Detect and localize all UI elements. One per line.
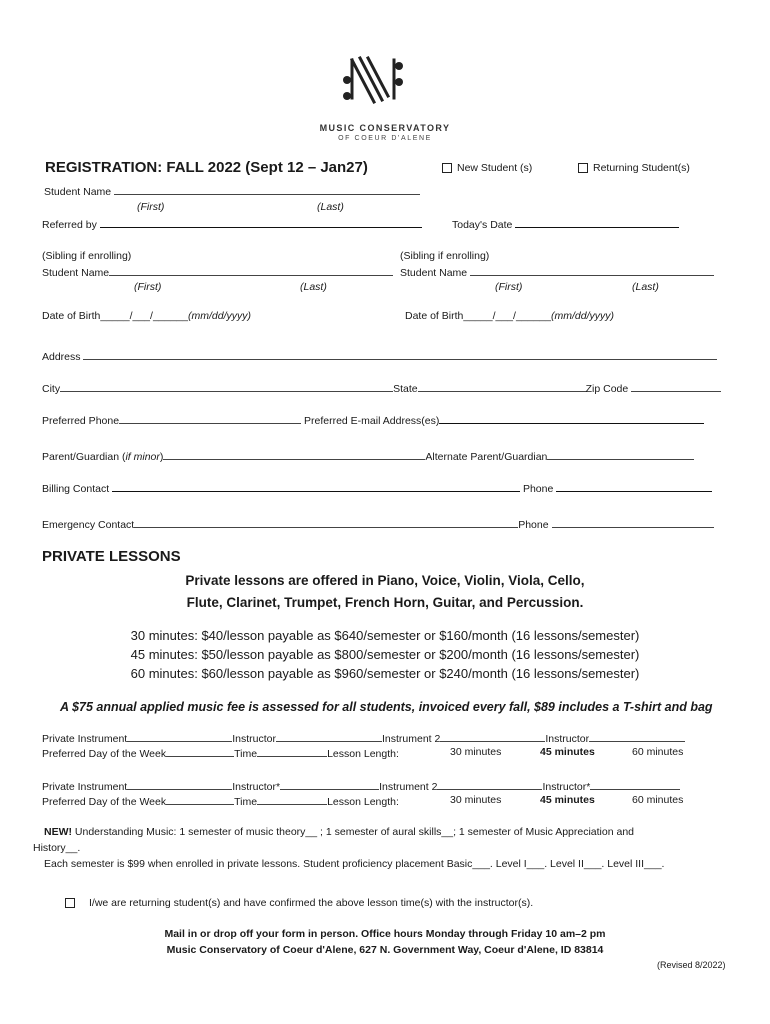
- instrument1-field[interactable]: [127, 731, 232, 742]
- sibling-name-row-2: Student Name: [400, 265, 714, 279]
- dob-year-field-2[interactable]: ______: [515, 310, 551, 322]
- fee-note: A $75 annual applied music fee is assessed for all students, invoiced every fall, $89 includes a T-shirt and bag: [60, 700, 713, 714]
- schedule1-row1: Private Instrument Instructor Instrument 2 Instructor: [42, 731, 685, 745]
- new-student-checkbox[interactable]: [442, 163, 452, 173]
- parent-row: Parent/Guardian (if minor) Alternate Parent/Guardian: [42, 449, 694, 463]
- student-first-label: (First): [137, 201, 165, 213]
- rate-45: 45 minutes: $50/lesson payable as $800/semester or $200/month (16 lessons/semester): [130, 647, 640, 662]
- emergency-row: Emergency Contact Phone: [42, 517, 714, 531]
- instructor3-field[interactable]: [280, 779, 379, 790]
- parent-field[interactable]: [163, 449, 425, 460]
- returning-student-checkbox[interactable]: [578, 163, 588, 173]
- student-name-field[interactable]: [114, 184, 420, 195]
- footer-line-2: Music Conservatory of Coeur d'Alene, 627 N. Government Way, Coeur d'Alene, ID 83814: [166, 944, 604, 956]
- sibling-name-field-1[interactable]: [109, 265, 393, 276]
- preferred-email-field[interactable]: [439, 413, 704, 424]
- state-field[interactable]: [418, 381, 586, 392]
- dob-row-1: Date of Birth_____/___/______(mm/dd/yyyy): [42, 310, 251, 322]
- day2-field[interactable]: [166, 794, 234, 805]
- sibling2-first-label: (First): [495, 281, 523, 293]
- confirm-row[interactable]: I/we are returning student(s) and have confirmed the above lesson time(s) with the instructor(s).: [65, 897, 533, 909]
- offered-line-2: Flute, Clarinet, Trumpet, French Horn, Guitar, and Percussion.: [186, 595, 584, 610]
- footer-line-1: Mail in or drop off your form in person. Office hours Monday through Friday 10 am–2 pm: [164, 928, 606, 940]
- sibling1-last-label: (Last): [300, 281, 327, 293]
- sibling-note-2: (Sibling if enrolling): [400, 250, 490, 262]
- instrument3-field[interactable]: [127, 779, 232, 790]
- page-title: REGISTRATION: FALL 2022 (Sept 12 – Jan27): [45, 159, 368, 176]
- instructor2-field[interactable]: [589, 731, 685, 742]
- todays-date-row: Today's Date: [452, 217, 679, 231]
- billing-phone-field[interactable]: [556, 481, 712, 492]
- dob-row-2: Date of Birth_____/___/______(mm/dd/yyyy): [405, 310, 614, 322]
- dob-day-field-2[interactable]: ___/: [495, 310, 516, 322]
- address-field[interactable]: [83, 349, 717, 360]
- sibling-note-1: (Sibling if enrolling): [42, 250, 132, 262]
- length1-30[interactable]: 30 minutes: [450, 746, 502, 758]
- sibling1-first-label: (First): [134, 281, 162, 293]
- returning-student-option[interactable]: Returning Student(s): [578, 162, 690, 174]
- instrument2-field[interactable]: [440, 731, 545, 742]
- phone-email-row: Preferred Phone Preferred E-mail Address(es): [42, 413, 704, 427]
- instructor1-field[interactable]: [276, 731, 382, 742]
- emergency-contact-field[interactable]: [134, 517, 518, 528]
- revised-note: (Revised 8/2022): [657, 960, 726, 970]
- address-row: Address: [42, 349, 717, 363]
- music-theory-line-2: History__.: [33, 842, 81, 854]
- referred-by-field[interactable]: [100, 217, 422, 228]
- dob-month-field-2[interactable]: _____/: [463, 310, 496, 322]
- sibling-name-row-1: Student Name: [42, 265, 393, 279]
- dob-month-field-1[interactable]: _____/: [100, 310, 133, 322]
- music-theory-line-1: NEW! Understanding Music: 1 semester of music theory__ ; 1 semester of aural skills__; 1 semester of Music Appreciation and: [44, 826, 635, 838]
- confirm-checkbox[interactable]: [65, 898, 75, 908]
- emergency-phone-field[interactable]: [552, 517, 714, 528]
- rate-30: 30 minutes: $40/lesson payable as $640/semester or $160/month (16 lessons/semester): [130, 628, 640, 643]
- preferred-phone-field[interactable]: [119, 413, 301, 424]
- schedule2-row2: Preferred Day of the Week Time Lesson Length:: [42, 796, 399, 808]
- length2-60[interactable]: 60 minutes: [632, 794, 684, 806]
- logo-subtitle: OF COEUR D'ALENE: [338, 135, 432, 142]
- logo-name: MUSIC CONSERVATORY: [319, 123, 451, 133]
- sibling2-last-label: (Last): [632, 281, 659, 293]
- rate-60: 60 minutes: $60/lesson payable as $960/semester or $240/month (16 lessons/semester): [130, 666, 640, 681]
- conservatory-logo-icon: [338, 54, 410, 106]
- city-row: City State Zip Code: [42, 381, 721, 395]
- length1-45[interactable]: 45 minutes: [540, 746, 595, 758]
- time2-field[interactable]: [257, 794, 327, 805]
- dob-year-field-1[interactable]: ______: [152, 310, 188, 322]
- billing-row: Billing Contact Phone: [42, 481, 712, 495]
- dob-day-field-1[interactable]: ___/: [132, 310, 153, 322]
- music-theory-line-3: Each semester is $99 when enrolled in private lessons. Student proficiency placement Basic___. Level I___. Level II___. Level III___.: [44, 858, 665, 870]
- instructor4-field[interactable]: [590, 779, 680, 790]
- length1-60[interactable]: 60 minutes: [632, 746, 684, 758]
- student-last-label: (Last): [317, 201, 344, 213]
- instrument4-field[interactable]: [437, 779, 542, 790]
- length2-45[interactable]: 45 minutes: [540, 794, 595, 806]
- private-lessons-heading: PRIVATE LESSONS: [42, 548, 181, 565]
- schedule1-row2: Preferred Day of the Week Time Lesson Length:: [42, 748, 399, 760]
- length2-30[interactable]: 30 minutes: [450, 794, 502, 806]
- new-student-option[interactable]: New Student (s): [442, 162, 532, 174]
- referred-by-row: Referred by: [42, 217, 422, 231]
- city-field[interactable]: [60, 381, 393, 392]
- time1-field[interactable]: [257, 746, 327, 757]
- todays-date-field[interactable]: [515, 217, 679, 228]
- offered-line-1: Private lessons are offered in Piano, Voice, Violin, Viola, Cello,: [185, 573, 585, 588]
- billing-contact-field[interactable]: [112, 481, 520, 492]
- schedule2-row1: Private Instrument Instructor* Instrument 2 Instructor*: [42, 779, 680, 793]
- zip-field[interactable]: [631, 381, 721, 392]
- day1-field[interactable]: [166, 746, 234, 757]
- student-name-row: Student Name: [44, 184, 420, 198]
- sibling-name-field-2[interactable]: [470, 265, 714, 276]
- alt-parent-field[interactable]: [547, 449, 694, 460]
